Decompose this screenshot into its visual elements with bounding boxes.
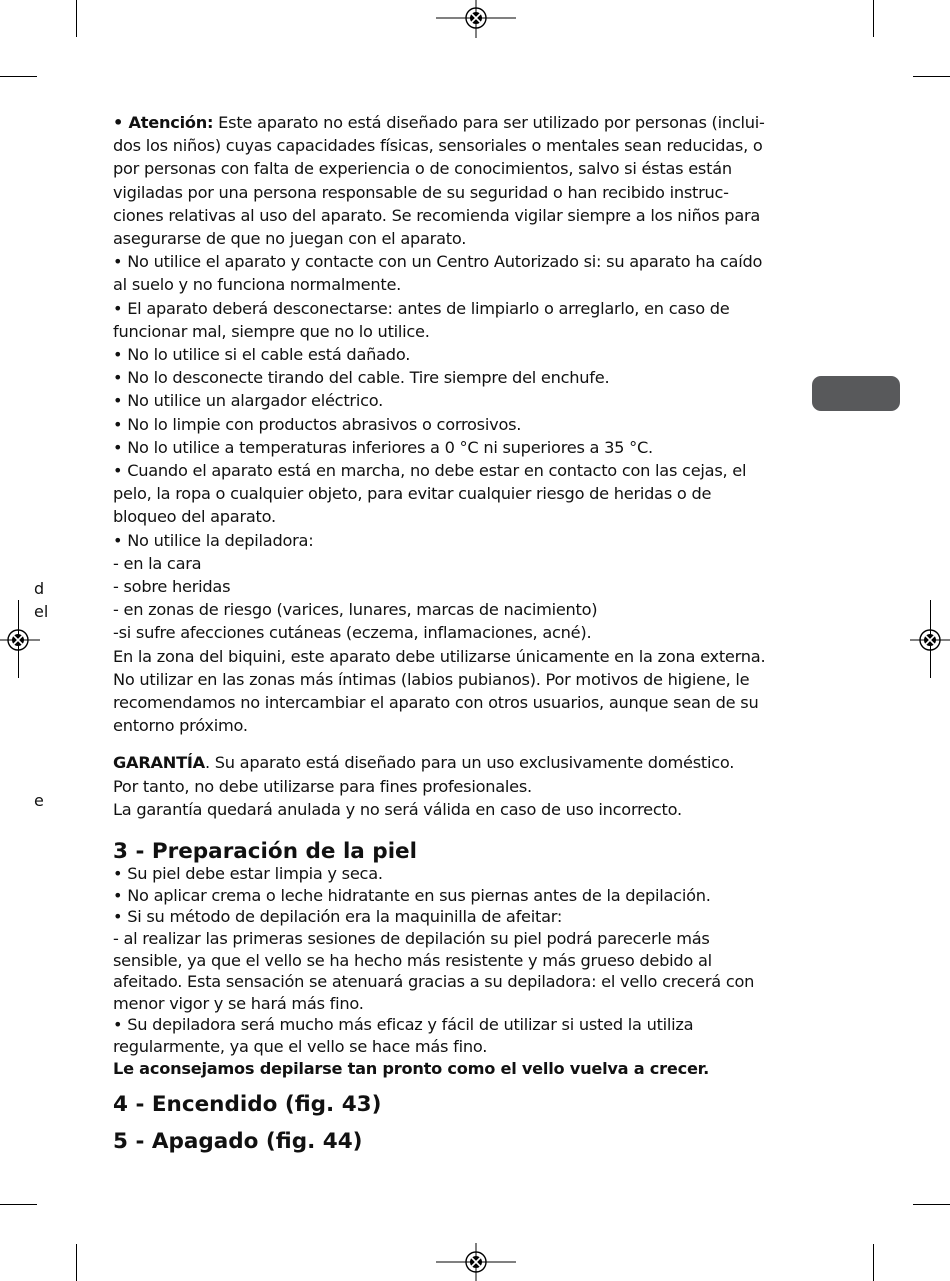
warning-line: ciones relativas al uso del aparato. Se recomienda vigilar siempre a los niños para bbox=[113, 205, 761, 225]
section-heading: 5 - Apagado (fig. 44) bbox=[113, 1129, 363, 1155]
warranty-label: GARANTÍA bbox=[113, 753, 205, 773]
warranty-line: La garantía quedará anulada y no será válida en caso de uso incorrecto. bbox=[113, 799, 682, 819]
crop-mark bbox=[76, 0, 77, 37]
warning-line: asegurarse de que no juegan con el aparato. bbox=[113, 229, 467, 249]
safety-line: • No lo limpie con productos abrasivos o corrosivos. bbox=[113, 414, 522, 434]
safety-line: recomendamos no intercambiar el aparato con otros usuarios, aunque sean de su bbox=[113, 693, 759, 713]
prep-advice: Le aconsejamos depilarse tan pronto como el vello vuelva a crecer. bbox=[113, 1058, 709, 1078]
safety-line: • No utilice un alargador eléctrico. bbox=[113, 391, 383, 411]
safety-line: • No lo utilice a temperaturas inferiores a 0 °C ni superiores a 35 °C. bbox=[113, 437, 653, 457]
prep-line: afeitado. Esta sensación se atenuará gracias a su depiladora: el vello crecerá con bbox=[113, 972, 755, 992]
crop-mark bbox=[0, 76, 37, 77]
bleed-fragment: d bbox=[34, 579, 45, 598]
bleed-fragment: el bbox=[34, 602, 48, 621]
crop-mark bbox=[873, 0, 874, 37]
safety-line: -si sufre afecciones cutáneas (eczema, inflamaciones, acné). bbox=[113, 623, 592, 643]
warning-label: • Atención: bbox=[113, 113, 214, 132]
manual-content bbox=[113, 111, 813, 1154]
prep-line: • Si su método de depilación era la maquinilla de afeitar: bbox=[113, 907, 563, 927]
section-heading: 4 - Encendido (fig. 43) bbox=[113, 1092, 382, 1118]
safety-line: En la zona del biquini, este aparato debe utilizarse únicamente en la zona externa. bbox=[113, 646, 766, 666]
safety-line: bloqueo del aparato. bbox=[113, 507, 276, 527]
bleed-fragment: e bbox=[34, 791, 44, 810]
prep-line: menor vigor y se hará más fino. bbox=[113, 993, 364, 1013]
crop-mark bbox=[913, 76, 950, 77]
prep-line: regularmente, ya que el vello se hace más fino. bbox=[113, 1037, 488, 1057]
prep-line: • Su depiladora será mucho más eficaz y fácil de utilizar si usted la utiliza bbox=[113, 1015, 694, 1035]
safety-line: funcionar mal, siempre que no lo utilice. bbox=[113, 321, 430, 341]
crop-mark bbox=[0, 1204, 37, 1205]
crop-mark bbox=[76, 1244, 77, 1281]
warning-line: • Atención: Este aparato no está diseñado para ser utilizado por personas (inclui- bbox=[113, 113, 765, 132]
crop-mark bbox=[913, 1204, 950, 1205]
safety-line: • No lo desconecte tirando del cable. Tire siempre del enchufe. bbox=[113, 368, 610, 388]
safety-line: • Cuando el aparato está en marcha, no debe estar en contacto con las cejas, el bbox=[113, 461, 747, 481]
registration-mark-icon bbox=[910, 620, 950, 660]
warning-line: dos los niños) cuyas capacidades físicas, sensoriales o mentales sean reducidas, o bbox=[113, 136, 763, 156]
registration-mark-icon bbox=[436, 0, 516, 38]
warranty-line: GARANTÍA. Su aparato está diseñado para un uso exclusivamente doméstico. bbox=[113, 753, 735, 773]
warning-line: vigiladas por una persona responsable de su seguridad o han recibido instruc- bbox=[113, 182, 729, 202]
safety-line: entorno próximo. bbox=[113, 716, 248, 736]
skin-preparation-list bbox=[113, 863, 813, 1079]
warranty-block bbox=[113, 751, 813, 821]
safety-line: pelo, la ropa o cualquier objeto, para evitar cualquier riesgo de heridas o de bbox=[113, 484, 712, 504]
safety-line: - en la cara bbox=[113, 553, 202, 573]
prep-line: - al realizar las primeras sesiones de depilación su piel podrá parecerle más bbox=[113, 929, 710, 949]
warning-line: por personas con falta de experiencia o de conocimientos, salvo si éstas están bbox=[113, 159, 732, 179]
safety-list bbox=[113, 250, 813, 737]
warranty-line: Por tanto, no debe utilizarse para fines profesionales. bbox=[113, 776, 532, 796]
safety-line: al suelo y no funciona normalmente. bbox=[113, 275, 402, 295]
crop-mark bbox=[873, 1244, 874, 1281]
safety-line: • El aparato deberá desconectarse: antes de limpiarlo o arreglarlo, en caso de bbox=[113, 298, 730, 318]
safety-line: - en zonas de riesgo (varices, lunares, marcas de nacimiento) bbox=[113, 600, 598, 620]
safety-line: • No lo utilice si el cable está dañado. bbox=[113, 345, 411, 365]
safety-line: - sobre heridas bbox=[113, 577, 231, 597]
warning-block bbox=[113, 111, 813, 250]
safety-line: • No utilice la depiladora: bbox=[113, 530, 314, 550]
safety-line: • No utilice el aparato y contacte con un Centro Autorizado si: su aparato ha caído bbox=[113, 252, 763, 272]
prep-line: sensible, ya que el vello se ha hecho más resistente y más grueso debido al bbox=[113, 950, 712, 970]
section-heading: 3 - Preparación de la piel bbox=[113, 839, 418, 865]
safety-line: No utilizar en las zonas más íntimas (labios pubianos). Por motivos de higiene, le bbox=[113, 669, 750, 689]
prep-line: • Su piel debe estar limpia y seca. bbox=[113, 864, 383, 884]
registration-mark-icon bbox=[436, 1243, 516, 1281]
prep-line: • No aplicar crema o leche hidratante en sus piernas antes de la depilación. bbox=[113, 885, 711, 905]
registration-mark-icon bbox=[0, 620, 40, 660]
language-tab bbox=[812, 376, 900, 411]
